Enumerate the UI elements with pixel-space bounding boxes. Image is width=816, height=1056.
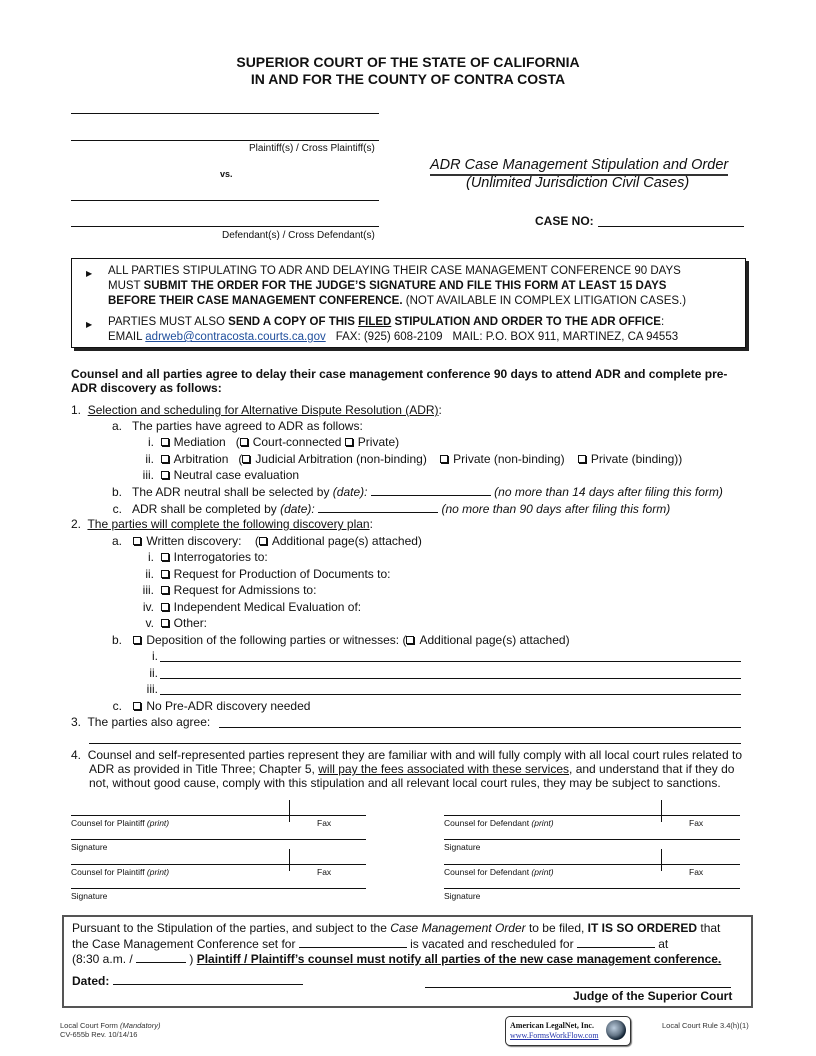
section-2a: a. Written discovery: ( Additional page(s) attached) [111,534,422,548]
order-line-2: the Case Management Conference set for is vacated and rescheduled for at [72,937,669,951]
interrogatories-checkbox[interactable] [161,553,169,561]
form-footer-left: Local Court Form (Mandatory) CV-655b Rev. 10/14/16 [60,1021,161,1039]
local-court-rule: Local Court Rule 3.4(h)(1) [662,1021,749,1030]
neutral-evaluation-checkbox[interactable] [161,471,169,479]
original-cmc-date-field[interactable] [299,936,407,948]
vs-label: vs. [220,169,233,179]
production-checkbox[interactable] [161,570,169,578]
section-2-heading: 2. The parties will complete the following discovery plan: [71,517,373,531]
discovery-item-admissions: iii. Request for Admissions to: [142,583,317,597]
dated-field[interactable] [113,973,303,985]
order-line-3: (8:30 a.m. / ) Plaintiff / Plaintiff’s counsel must notify all parties of the new case management conference. [72,952,722,966]
mediation-checkbox[interactable] [161,438,169,446]
fax-label: Fax [317,867,332,877]
fax-label: Fax [317,818,332,828]
notice-box: ▶ ALL PARTIES STIPULATING TO ADR AND DELAYING THEIR CASE MANAGEMENT CONFERENCE 90 DAYS MUST SUBMIT THE ORDER FOR THE JUDGE’S SIGNATURE AND FILE THIS FORM AT LEAST 15 DAYS BEFORE THEIR CASE MANAGEMENT CONFERENCE. (NOT AVAILABLE IN COMPLEX LITIGATION CASES.) ▶ PARTIES MUST ALSO SEND A COPY OF THIS FILED STIPULATION AND ORDER TO THE ADR OFFICE: EMAIL adrweb@contracosta.courts.ca.gov FAX: (925) 608-2109 MAIL: P.O. BOX 911, MARTINEZ, CA 94553 [71,258,746,348]
fax-label: Fax [689,867,704,877]
discovery-item-production: ii. Request for Production of Documents to: [145,567,391,581]
also-agree-line-1[interactable] [219,727,741,728]
defendant-counsel-2-signature-field[interactable] [444,888,740,889]
section-1b: b. The ADR neutral shall be selected by (date): (no more than 14 days after filing this form) [111,485,723,499]
witness-line-2[interactable] [160,678,741,679]
triangle-bullet-icon: ▶ [86,320,93,329]
written-additional-pages-checkbox[interactable] [259,537,267,545]
witness-line-1[interactable] [160,661,741,662]
case-no-field[interactable] [598,226,744,227]
defendant-counsel-label: Counsel for Defendant (print) [444,818,554,828]
dated-label: Dated: [72,973,303,989]
signature-label: Signature [444,842,481,852]
adr-mail: MAIL: P.O. BOX 911, MARTINEZ, CA 94553 [452,331,679,343]
deposition-additional-pages-checkbox[interactable] [406,636,414,644]
adr-email-link[interactable]: adrweb@contracosta.courts.ca.gov [145,331,326,343]
neutral-selection-date-field[interactable] [371,484,491,496]
section-2c: c. No Pre-ADR discovery needed [112,699,311,713]
section-3: 3. The parties also agree: [71,715,211,729]
defendant-line-2[interactable] [71,226,379,227]
plaintiff-counsel-label: Counsel for Plaintiff (print) [71,818,170,828]
form-title: ADR Case Management Stipulation and Order [430,157,728,176]
section-1a-iii: iii. Neutral case evaluation [142,468,300,482]
mediation-private-checkbox[interactable] [345,438,353,446]
court-connected-checkbox[interactable] [240,438,248,446]
court-name: SUPERIOR COURT OF THE STATE OF CALIFORNIA [236,54,580,70]
fax-label: Fax [689,818,704,828]
american-legalnet-logo[interactable]: American LegalNet, Inc. www.FormsWorkFlow.com [505,1016,631,1046]
signature-label: Signature [71,842,108,852]
intro-line-1: Counsel and all parties agree to delay their case management conference 90 days to attend ADR and complete pre- [71,367,728,381]
plaintiff-label: Plaintiff(s) / Cross Plaintiff(s) [249,143,375,154]
witness-num-3: iii. [146,682,158,696]
private-binding-checkbox[interactable] [578,455,586,463]
plaintiff-line-2[interactable] [71,140,379,141]
adr-completion-date-field[interactable] [318,501,438,513]
signature-label: Signature [444,891,481,901]
plaintiff-counsel-1-signature-field[interactable] [71,839,366,840]
arbitration-checkbox[interactable] [161,455,169,463]
rescheduled-time-field[interactable] [136,951,186,963]
section-1a-i: i. Mediation ( Court-connected Private) [148,435,400,449]
private-nonbinding-checkbox[interactable] [440,455,448,463]
section-4-line-1: 4. Counsel and self-represented parties represent they are familiar with and will fully comply with all local court rules related to [71,748,742,762]
admissions-checkbox[interactable] [161,586,169,594]
medical-evaluation-checkbox[interactable] [161,603,169,611]
discovery-item-other: v. Other: [145,616,208,630]
section-2b: b. Deposition of the following parties or witnesses: ( Additional page(s) attached) [111,633,570,647]
section-4-line-2: ADR as provided in Title Three; Chapter 5, will pay the fees associated with these services, and understand that if they do [89,762,735,776]
witness-num-2: ii. [149,666,158,680]
defendant-label: Defendant(s) / Cross Defendant(s) [222,230,375,241]
section-1-heading: 1. Selection and scheduling for Alternative Dispute Resolution (ADR): [71,403,442,417]
plaintiff-counsel-1-print-field[interactable] [71,815,366,816]
globe-icon [606,1020,626,1040]
defendant-counsel-1-signature-field[interactable] [444,839,740,840]
county-name: IN AND FOR THE COUNTY OF CONTRA COSTA [250,71,566,87]
defendant-counsel-1-print-field[interactable] [444,815,740,816]
section-1c: c. ADR shall be completed by (date): (no more than 90 days after filing this form) [112,502,671,516]
case-no-label: CASE NO: [535,214,594,228]
intro-line-2: ADR discovery as follows: [71,381,222,395]
written-discovery-checkbox[interactable] [133,537,141,545]
no-discovery-checkbox[interactable] [133,702,141,710]
judge-label: Judge of the Superior Court [573,989,733,1003]
form-subtitle: (Unlimited Jurisdiction Civil Cases) [466,175,690,191]
order-line-1: Pursuant to the Stipulation of the parties, and subject to the Case Management Order to be filed, IT IS SO ORDERED that [72,921,721,935]
formsworkflow-link[interactable]: www.FormsWorkFlow.com [510,1031,599,1040]
deposition-checkbox[interactable] [133,636,141,644]
section-1a-ii: ii. Arbitration ( Judicial Arbitration (non-binding) Private (non-binding) Private (binding)) [145,452,683,466]
judicial-arbitration-checkbox[interactable] [242,455,250,463]
rescheduled-date-field[interactable] [577,936,655,948]
other-checkbox[interactable] [161,619,169,627]
section-4-line-3: not, without good cause, comply with this stipulation and all relevant local court rules, they may be subject to sanctions. [89,776,721,790]
witness-num-1: i. [152,649,158,663]
defendant-counsel-2-print-field[interactable] [444,864,740,865]
witness-line-3[interactable] [160,694,741,695]
discovery-item-interrogatories: i. Interrogatories to: [148,550,268,564]
order-box [62,915,753,1008]
discovery-item-medical: iv. Independent Medical Evaluation of: [142,600,362,614]
defendant-line-1[interactable] [71,200,379,201]
plaintiff-counsel-2-print-field[interactable] [71,864,366,865]
section-1a: a. The parties have agreed to ADR as follows: [111,419,363,433]
defendant-counsel-label: Counsel for Defendant (print) [444,867,554,877]
signature-label: Signature [71,891,108,901]
judge-signature-field[interactable] [425,987,731,988]
plaintiff-line-1[interactable] [71,113,379,114]
plaintiff-counsel-label: Counsel for Plaintiff (print) [71,867,170,877]
adr-fax: FAX: (925) 608-2109 [335,331,443,343]
triangle-bullet-icon: ▶ [86,269,93,278]
plaintiff-counsel-2-signature-field[interactable] [71,888,366,889]
also-agree-line-2[interactable] [89,743,741,744]
